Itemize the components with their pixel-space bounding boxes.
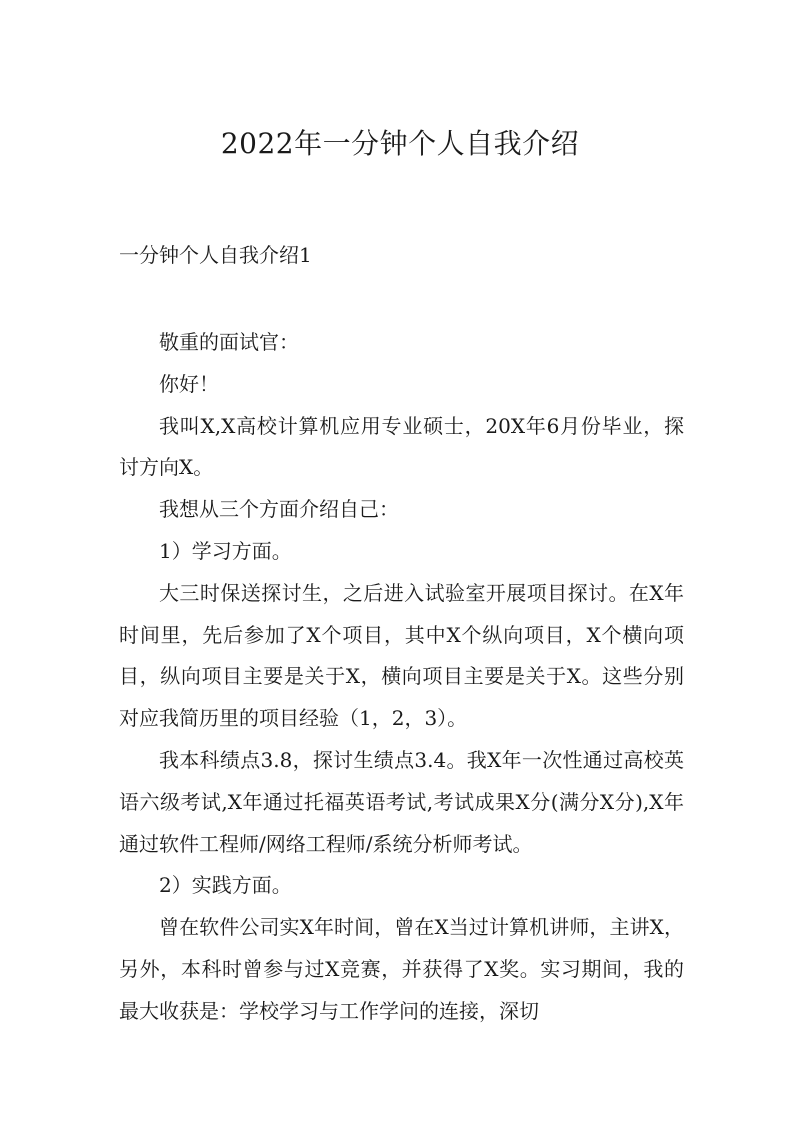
paragraph-outline: 我想从三个方面介绍自己： [159,497,399,522]
document-title: 2022年一分钟个人自我介绍 [220,127,580,160]
paragraph-study-heading: 1）学习方面。 [159,538,292,563]
section-heading: 一分钟个人自我介绍1 [119,243,312,267]
paragraph-study-projects: 大三时保送探讨生，之后进入试验室开展项目探讨。在X年时间里，先后参加了X个项目，其中X个纵向项目，X个横向项目，纵向项目主要是关于X，横向项目主要是关于X。这些分别对应我简历里的项目经验（1，2，3）。 [119,580,684,731]
paragraph-practice-details: 曾在软件公司实X年时间，曾在X当过计算机讲师，主讲X，另外，本科时曾参与过X竞赛，并获得了X奖。实习期间，我的最大收获是：学校学习与工作学问的连接，深切 [119,915,684,1023]
document-body [119,322,684,1033]
paragraph-practice-heading: 2）实践方面。 [159,873,292,898]
paragraph-salutation: 敬重的面试官： [159,330,299,354]
paragraph-greeting: 你好！ [159,371,219,396]
paragraph-introduction: 我叫X,X高校计算机应用专业硕士，20X年6月份毕业，探讨方向X。 [119,413,684,480]
paragraph-study-grades: 我本科绩点3.8，探讨生绩点3.4。我X年一次性通过高校英语六级考试,X年通过托福英语考试,考试成果X分(满分X分),X年通过软件工程师/网络工程师/系统分析师考试。 [119,747,684,856]
